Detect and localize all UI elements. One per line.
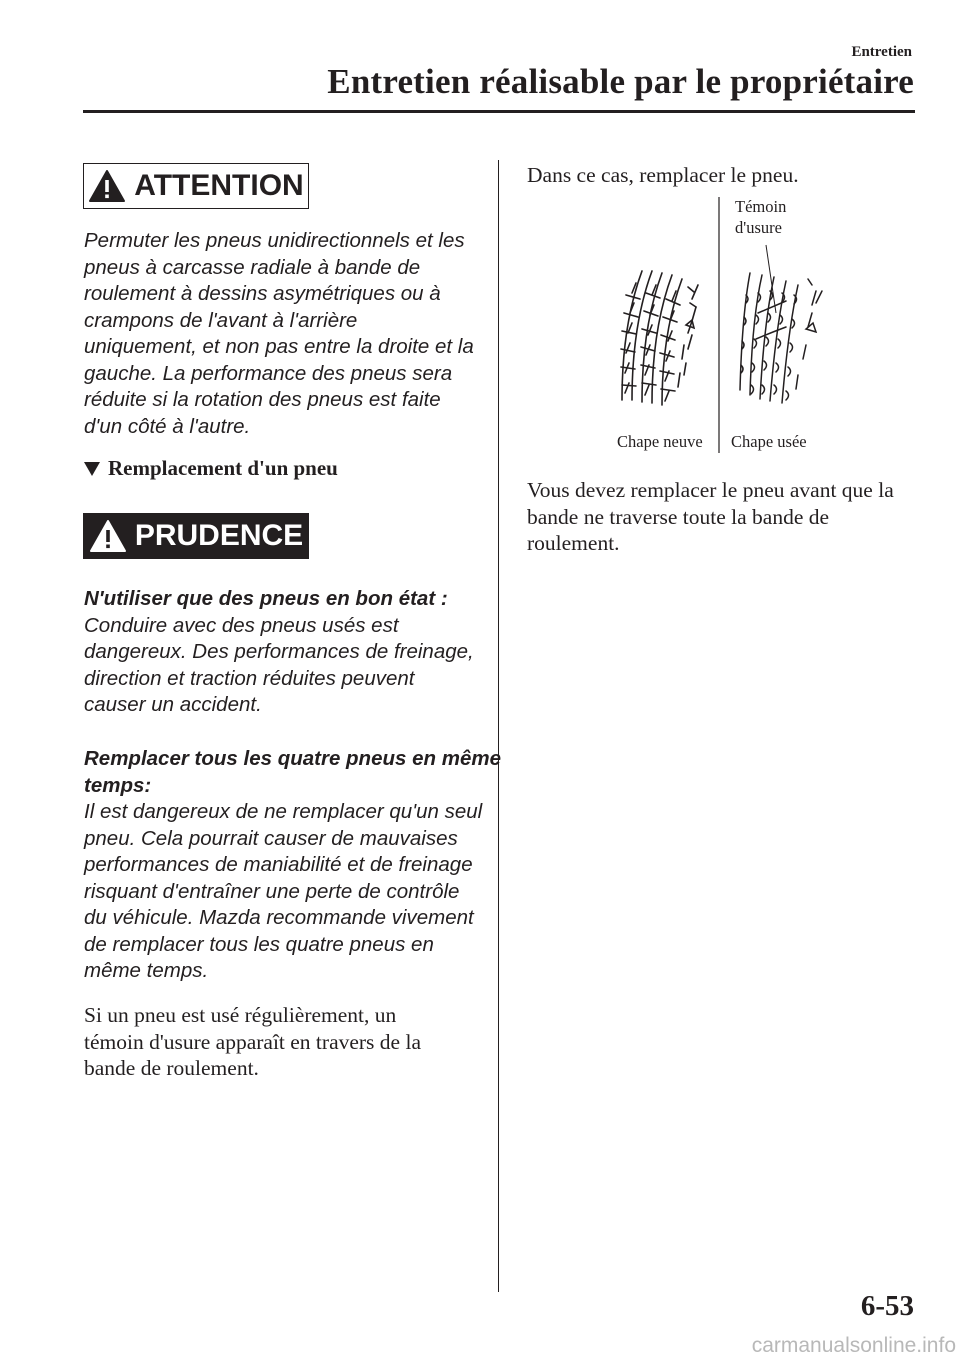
attention-line: roulement à dessins asymétriques ou à xyxy=(84,282,441,305)
attention-line: réduite si la rotation des pneus est faite xyxy=(84,388,441,411)
prudence-item-title: N'utiliser que des pneus en bon état : xyxy=(84,587,448,610)
section-heading xyxy=(84,456,338,481)
body-paragraph-right xyxy=(527,477,894,557)
prudence-line: même temps. xyxy=(84,959,209,982)
watermark: carmanualsonline.info xyxy=(751,1334,956,1357)
header-rule xyxy=(83,110,915,113)
attention-line: pneus à carcasse radiale à bande de xyxy=(84,255,421,279)
prudence-line: dangereux. Des performances de freinage, xyxy=(84,640,474,663)
wear-indicator-leader xyxy=(766,245,776,313)
page-number: 6-53 xyxy=(860,1290,914,1322)
prudence-line: du véhicule. Mazda recommande vivement xyxy=(84,906,474,929)
attention-label: ATTENTION xyxy=(134,169,304,202)
attention-line: Permuter les pneus unidirectionnels et les xyxy=(84,229,465,252)
running-header-section: Entretien xyxy=(851,44,912,60)
body-line: Si un pneu est usé régulièrement, un xyxy=(84,1003,397,1027)
prudence-line: causer un accident. xyxy=(84,693,262,716)
warning-triangle-icon xyxy=(88,169,126,203)
page-title: Entretien réalisable par le propriétaire xyxy=(327,62,914,101)
attention-label-box xyxy=(83,163,309,209)
attention-line: d'un côté à l'autre. xyxy=(84,414,251,438)
warning-triangle-icon xyxy=(89,519,127,553)
prudence-line: direction et traction réduites peuvent xyxy=(84,666,415,690)
body-line: bande ne traverse toute la bande de xyxy=(527,504,830,529)
tread-wear-figure xyxy=(600,195,840,455)
worn-tread-label: Chape usée xyxy=(731,432,807,451)
prudence-line: pneu. Cela pourrait causer de mauvaises xyxy=(84,826,458,850)
attention-text xyxy=(84,228,474,440)
body-line: roulement. xyxy=(527,531,620,555)
prudence-line: Il est dangereux de ne remplacer qu'un seul xyxy=(84,800,483,823)
prudence-label-box xyxy=(83,513,309,559)
attention-line: gauche. La performance des pneus sera xyxy=(84,361,453,385)
new-tread-illustration xyxy=(621,271,698,405)
body-line: bande de roulement. xyxy=(84,1056,259,1080)
prudence-item-title: temps: xyxy=(84,773,152,797)
column-divider xyxy=(498,160,499,1292)
section-heading-text: Remplacement d'un pneu xyxy=(108,456,338,480)
body-line: Vous devez remplacer le pneu avant que la xyxy=(527,478,894,502)
body-line: témoin d'usure apparaît en travers de la xyxy=(84,1029,421,1054)
body-paragraph-left xyxy=(84,1002,421,1082)
prudence-item-1 xyxy=(84,586,474,719)
attention-line: uniquement, et non pas entre la droite et la xyxy=(84,335,474,358)
prudence-line: risquant d'entraîner une perte de contrôle xyxy=(84,879,460,903)
new-tread-label: Chape neuve xyxy=(617,432,703,451)
intro-sentence: Dans ce cas, remplacer le pneu. xyxy=(527,163,799,187)
attention-line: crampons de l'avant à l'arrière xyxy=(84,308,358,332)
prudence-item-title: Remplacer tous les quatre pneus en même xyxy=(84,747,501,770)
section-marker-icon xyxy=(84,462,100,476)
prudence-line: de remplacer tous les quatre pneus en xyxy=(84,932,434,956)
worn-tread-illustration xyxy=(740,273,822,403)
prudence-line: performances de maniabilité et de freinage xyxy=(84,853,473,876)
wear-indicator-label-line: Témoin xyxy=(735,197,787,216)
prudence-item-2 xyxy=(84,746,501,985)
prudence-label: PRUDENCE xyxy=(134,519,304,552)
prudence-line: Conduire avec des pneus usés est xyxy=(84,613,399,637)
wear-indicator-label-line: d'usure xyxy=(735,218,782,237)
